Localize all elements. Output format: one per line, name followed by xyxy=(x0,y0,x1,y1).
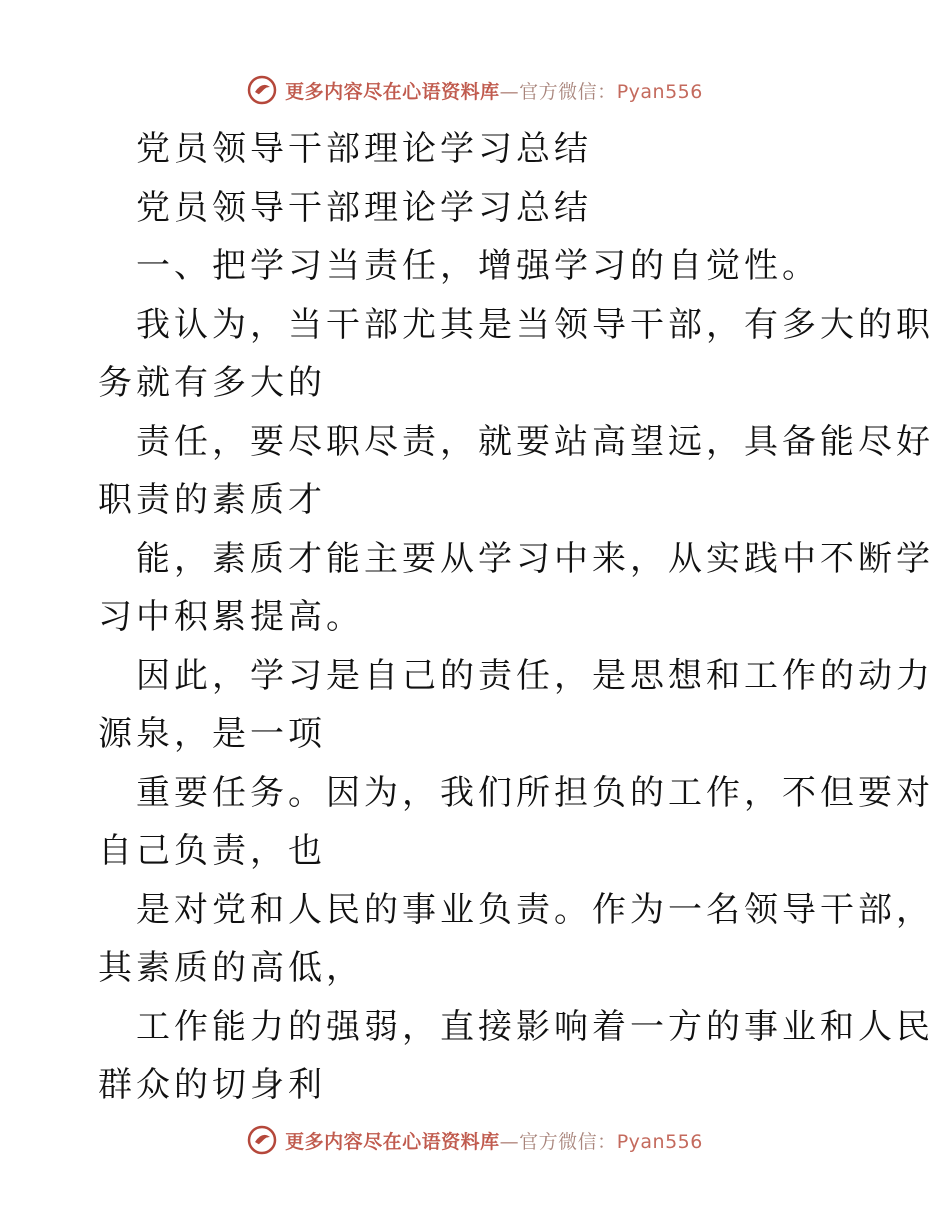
brand-logo-icon xyxy=(247,75,277,105)
watermark-separator: — xyxy=(499,1130,520,1153)
watermark-wechat-id: Pyan556 xyxy=(616,1130,703,1153)
paragraph-line: 重要任务。因为，我们所担负的工作，不但要对 xyxy=(136,772,934,813)
brand-logo-icon xyxy=(247,1125,277,1155)
header-watermark xyxy=(0,70,950,110)
section-heading: 一、把学习当责任，增强学习的自觉性。 xyxy=(136,246,820,286)
paragraph-line: 我认为，当干部尤其是当领导干部，有多大的职 xyxy=(136,304,934,345)
watermark-wechat-id: Pyan556 xyxy=(616,80,703,103)
paragraph-line: 因此，学习是自己的责任，是思想和工作的动力 xyxy=(136,655,934,696)
watermark-wechat-label: 官方微信： xyxy=(519,80,617,103)
watermark-brand: 更多内容尽在心语资料库 xyxy=(285,80,500,103)
paragraph-line: 源泉，是一项 xyxy=(98,714,326,754)
watermark-brand: 更多内容尽在心语资料库 xyxy=(285,1130,500,1153)
paragraph-line: 习中积累提高。 xyxy=(98,597,364,637)
paragraph-line: 是对党和人民的事业负责。作为一名领导干部， xyxy=(136,889,934,930)
watermark-text xyxy=(285,77,703,104)
paragraph-line: 务就有多大的 xyxy=(98,363,326,403)
paragraph-line: 群众的切身利 xyxy=(98,1065,326,1105)
doc-subtitle: 党员领导干部理论学习总结 xyxy=(136,187,592,228)
watermark-wechat-label: 官方微信： xyxy=(519,1130,617,1153)
paragraph-line: 工作能力的强弱，直接影响着一方的事业和人民 xyxy=(136,1006,934,1047)
doc-title: 党员领导干部理论学习总结 xyxy=(136,129,592,169)
watermark-separator: — xyxy=(499,80,520,103)
document-body xyxy=(98,120,934,1115)
footer-watermark xyxy=(0,1120,950,1160)
paragraph-line: 职责的素质才 xyxy=(98,480,326,520)
watermark-text xyxy=(285,1127,703,1154)
paragraph-line: 责任，要尽职尽责，就要站高望远，具备能尽好 xyxy=(136,421,934,462)
paragraph-line: 自己负责，也 xyxy=(98,831,326,871)
paragraph-line: 其素质的高低， xyxy=(98,948,364,988)
paragraph-line: 能，素质才能主要从学习中来，从实践中不断学 xyxy=(136,538,934,579)
